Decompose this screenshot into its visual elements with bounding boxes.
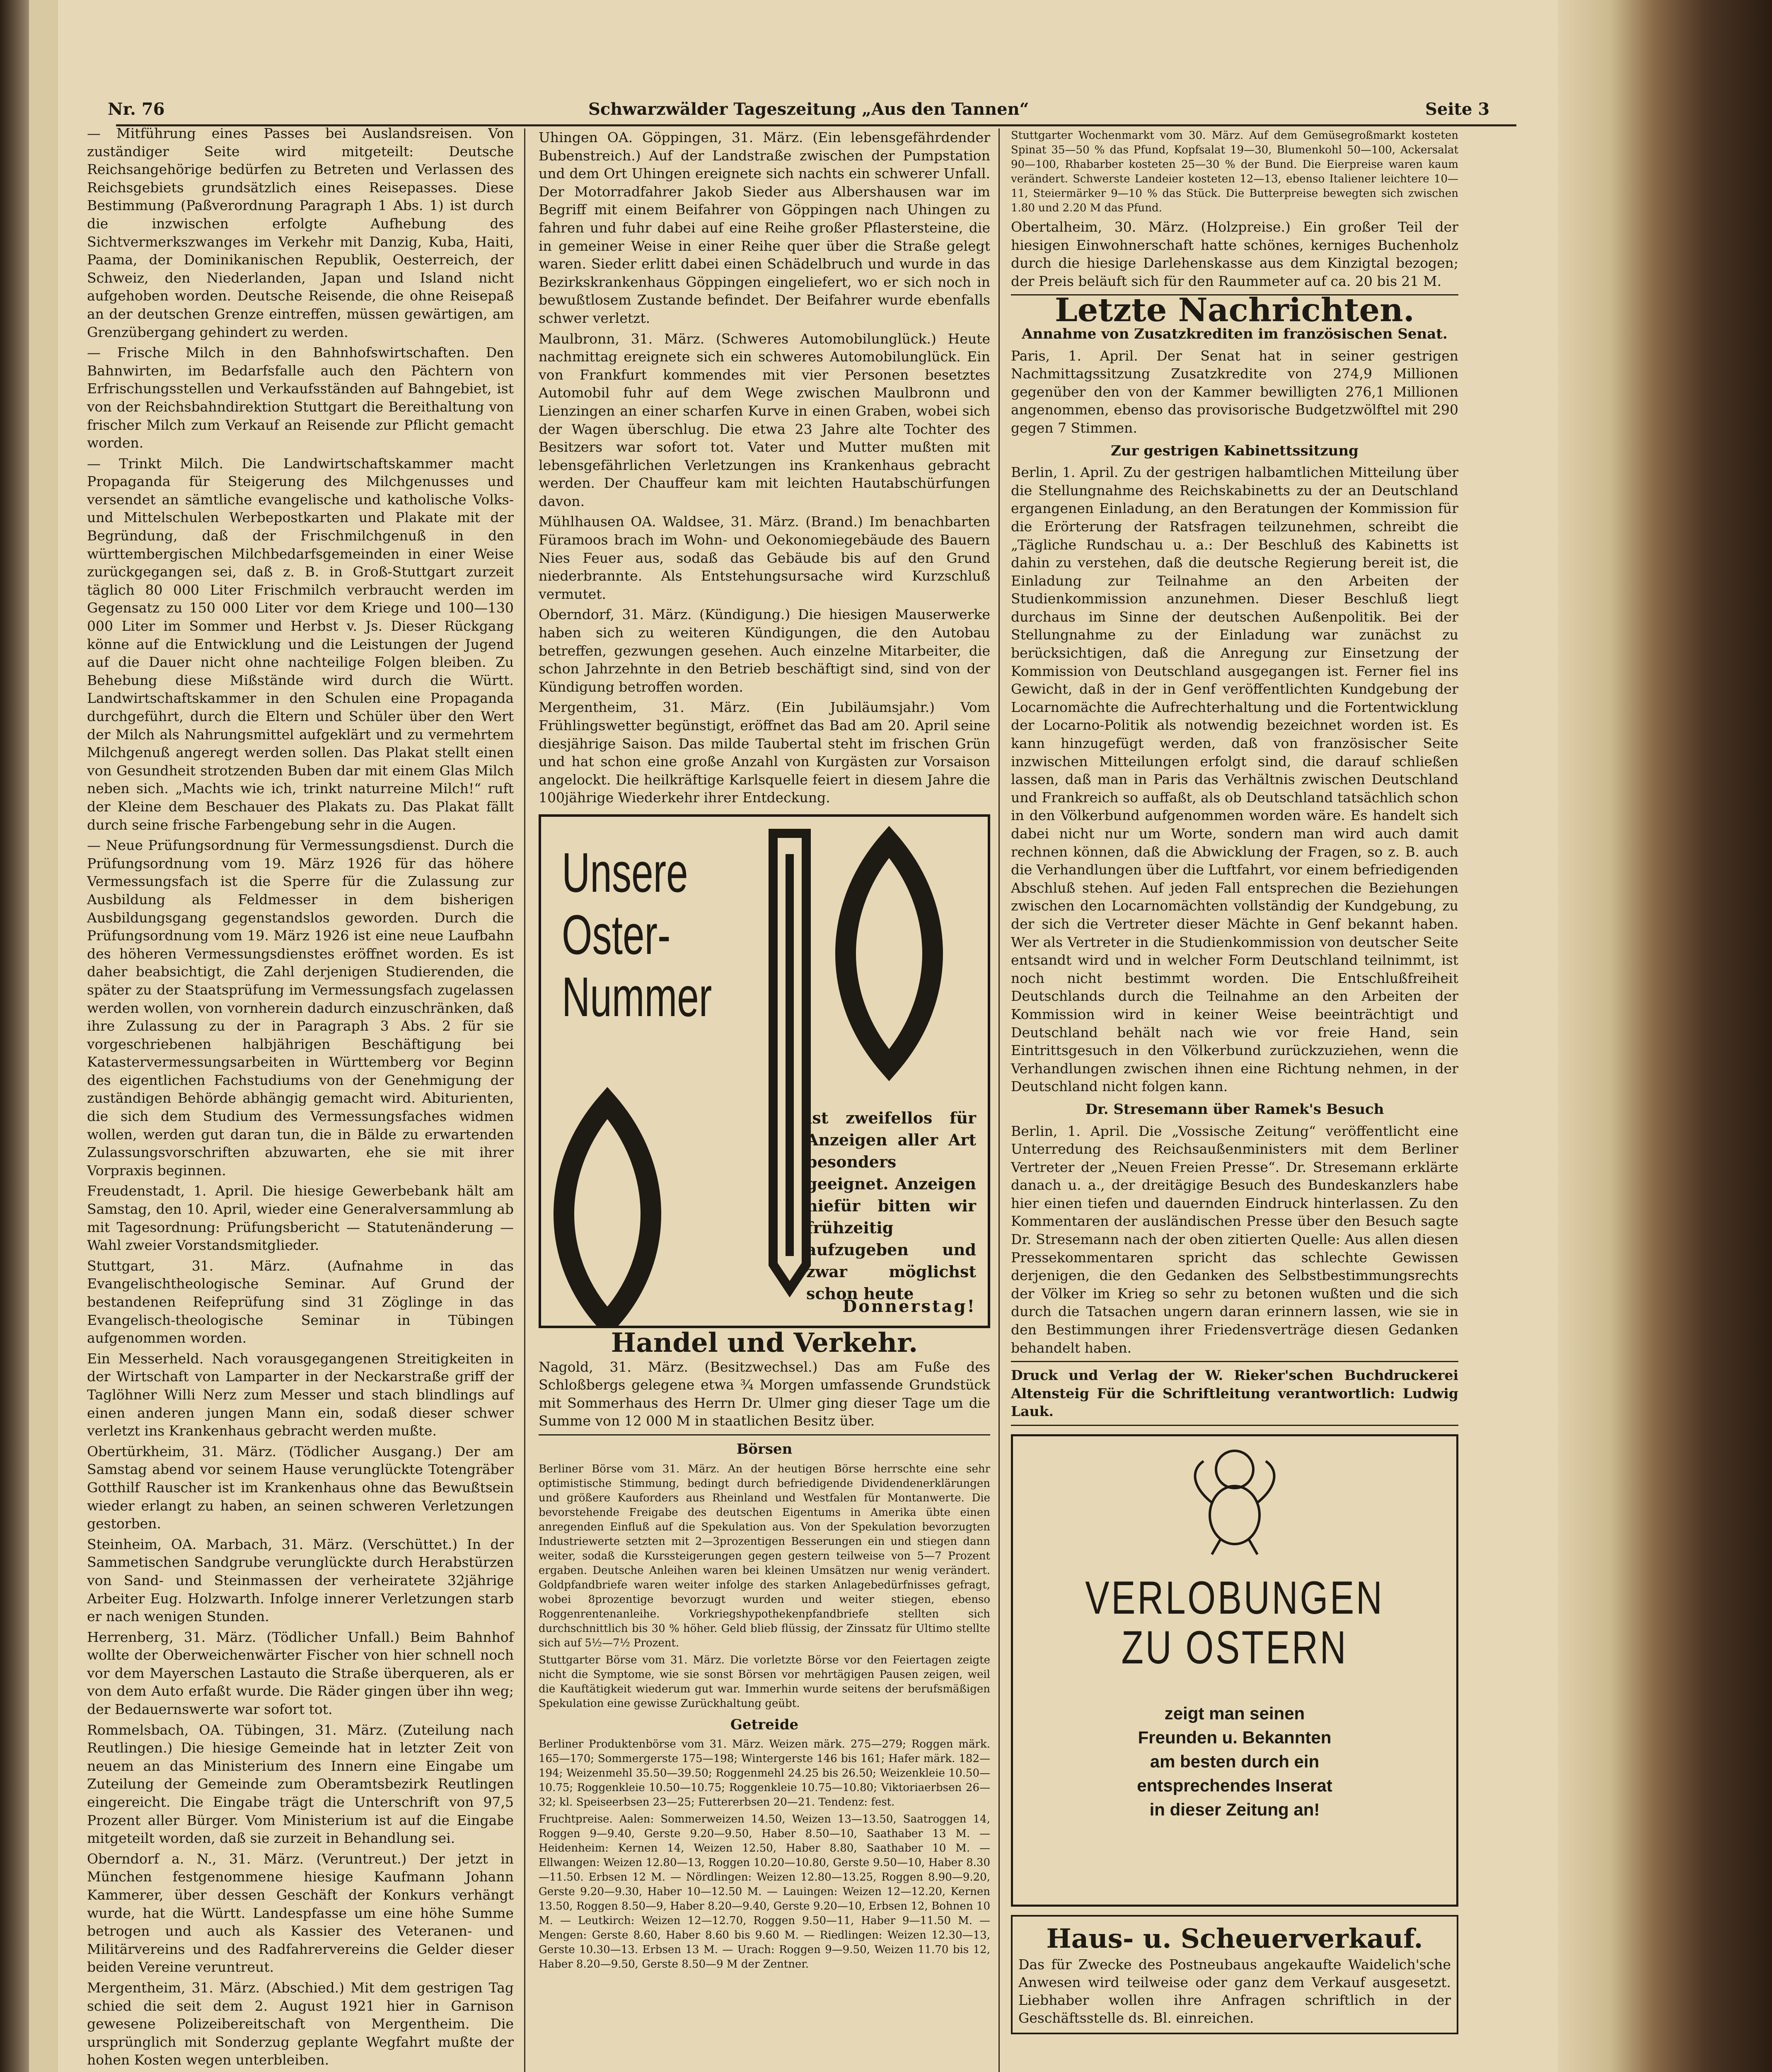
article: Stuttgarter Börse vom 31. März. Die vorletzte Börse vor den Feiertagen zeigte nicht die Symptome, wie sie sonst Börsen vor mehrtägigen Pausen zeigen, weil die Kauftätigkeit wiederum gut war. Immerhin wurde seitens der berufsmäßigen Spekulation eine gewisse Zurückhaltung geübt. [539,1653,990,1710]
page-label: Seite 3 [1425,99,1490,119]
article: — Frische Milch in den Bahnhofswirtschaften. Den Bahnwirten, im Bedarfsfalle auch den Pächtern von Erfrischungsstellen und Verkaufsständen auf Bahngebiet, ist von der Reichsbahndirektion Stuttgart die Bereithaltung von frischer Milch zum Verkauf an Reisende zur Pflicht gemacht worden. [87,344,514,451]
article: Mergentheim, 31. März. (Abschied.) Mit dem gestrigen Tag schied die seit dem 2. August 1921 hier in Garnison gewesene Polizeibereitschaft von Mergentheim. Die ursprünglich mit Sonderzug geplante Wegfahrt mußte der hohen Kosten wegen unterbleiben. [87,1979,514,2068]
ad-verlobungen [1011,1434,1458,1907]
subhead: Annahme von Zusatzkrediten im französischen Senat. [1022,325,1448,342]
article: — Neue Prüfungsordnung für Vermessungsdienst. Durch die Prüfungsordnung vom 19. März 1926 für das höhere Vermessungsfach ist die Sperre für die Zulassung zur Ausbildung als Feldmesser in dem bisherigen Ausbildungsgang gegenstandslos geworden. Durch die Prüfungsordnung vom 19. März 1926 ist eine neue Laufbahn des höheren Vermessungsdienstes eröffnet worden. Es ist daher beabsichtigt, die Zahl derjenigen Studierenden, die später zu der Staatsprüfung im Vermessungsfach zugelassen werden wollen, von vornherein dadurch einzuschränken, daß ihre Zulassung zu der in Paragraph 3 Abs. 2 für sie vorgeschriebenen halbjährigen Beschäftigung bei Katastervermessungsarbeiten in Württemberg vor Beginn des eigentlichen Fachstudiums von der Genehmigung der zuständigen Behörde abhängig gemacht wird. Abiturienten, die sich dem Studium des Vermessungsfaches widmen wollen, werden gut daran tun, die in Bälde zu erwartenden Zulassungsvorschriften abzuwarten, ehe sie mit ihrer Vorpraxis beginnen. [87,837,514,1179]
article: Paris, 1. April. Der Senat hat in seiner gestrigen Nachmittagssitzung Zusatzkredite von 274,9 Millionen gegenüber den von der Kammer bewilligten 276,1 Millionen angenommen, ebenso das provisorische Budgetzwölftel mit 290 gegen 7 Stimmen. [1011,347,1458,436]
cherub-illustration [1187,1445,1282,1556]
subhead-boersen: Börsen [736,1440,793,1457]
ad-oster-nummer [539,814,990,1328]
article: Maulbronn, 31. März. (Schweres Automobilunglück.) Heute nachmittag ereignete sich ein schweres Automobilunglück. Ein von Frankfurt kommendes mit vier Personen besetztes Automobil fuhr auf dem Wege zwischen Maulbronn und Lienzingen an einer scharfen Kurve in einen Graben, wobei sich der Wagen überschlug. Die etwa 23 Jahre alte Tochter des Besitzers war sofort tot. Vater und Mutter mußten mit lebensgefährlichen Verletzungen ins Krankenhaus gebracht werden. Der Chauffeur kam mit leichten Hautabschürfungen davon. [539,330,990,509]
subhead-getreide: Getreide [730,1716,799,1733]
ad-haus-scheuer [1011,1915,1458,2034]
imprint: Druck und Verlag der W. Rieker'schen Buchdruckerei Altensteig Für die Schriftleitung verantwortlich: Ludwig Lauk. [1011,1367,1458,1420]
article: Obertalheim, 30. März. (Holzpreise.) Ein großer Teil der hiesigen Einwohnerschaft hatte schönes, kerniges Buchenholz durch die hiesige Darlehenskasse aus dem Kinzigtal bezogen; der Preis beläuft sich für den Raummeter auf ca. 20 bis 21 M. [1011,219,1458,289]
ad-line: Unsere [562,841,688,904]
article: Berliner Produktenbörse vom 31. März. Weizen märk. 275—279; Roggen märk. 165—170; Sommergerste 175—198; Wintergerste 146 bis 161; Hafer märk. 182—194; Weizenmehl 35.50—39.50; Roggenmehl 24.25 bis 26.50; Weizenkleie 10.50—10.75; Roggenkleie 10.50—10.75; Roggenkleie 10.75—10.80; Viktoriaerbsen 26—32; kl. Speiseerbsen 23—25; Futtererbsen 20—21. Tendenz: fest. [539,1738,990,1809]
section-title-handel: Handel und Verkehr. [611,1327,918,1358]
column-divider [998,128,1000,2072]
previous-page-edge [29,0,58,2072]
article: Uhingen OA. Göppingen, 31. März. (Ein lebensgefährdender Bubenstreich.) Auf der Landstraße zwischen der Pumpstation und dem Ort Uhingen ereignete sich nachts ein schwerer Unfall. Der Motorradfahrer Jakob Sieder aus Albershausen war im Begriff mit einem Beifahrer von Göppingen nach Uhingen zu fahren und fuhr dabei auf eine Reihe großer Pflastersteine, die in gemeiner Weise in einer Reihe quer über die Straße gelegt waren. Sieder erlitt dabei einen Schädelbruch und wurde in das Bezirkskrankenhaus Göppingen eingeliefert, wo er sich noch in bewußtlosem Zustande befindet. Der Beifahrer wurde ebenfalls schwer verletzt. [539,129,990,326]
ad-verlobungen-body: zeigt man seinen Freunden u. Bekannten am besten durch ein entsprechendes Inserat in dieser Zeitung an! [1137,1704,1332,1819]
divider [1011,1361,1458,1362]
paper-title: Schwarzwälder Tageszeitung „Aus den Tannen“ [588,99,1029,119]
ad-oster-body: ist zweifellos für Anzeigen aller Art besonders geeignet. Anzeigen hiefür bitten wir frühzeitig aufzugeben und zwar möglichst schon heute [806,1108,976,1303]
column-2 [539,128,990,1974]
section-title-letzte: Letzte Nachrichten. [1054,291,1415,329]
article: Mergentheim, 31. März. (Ein Jubiläumsjahr.) Vom Frühlingswetter begünstigt, eröffnet das Bad am 20. April seine diesjährige Saison. Das milde Taubertal steht im frischen Grün und hat schon eine große Anzahl von Kurgästen zur Vorsaison angelockt. Die heilkräftige Karlsquelle feiert in diesem Jahre die 100jährige Wiederkehr ihrer Entdeckung. [539,699,990,806]
divider [1011,1425,1458,1426]
divider [539,1434,990,1435]
article: Oberndorf, 31. März. (Kündigung.) Die hiesigen Mauserwerke haben sich zu weiteren Kündigungen, die den Autobau betreffen, gezwungen gesehen. Auch einzelne Mitarbeiter, die schon Jahrzehnte in den Betrieb beschäftigt sind, sind von der Kündigung betroffen worden. [539,606,990,695]
article: Herrenberg, 31. März. (Tödlicher Unfall.) Beim Bahnhof wollte der Oberweichenwärter Fischer von hier schnell noch vor dem Mayerschen Lastauto die Straße überqueren, als er von dem Auto erfaßt wurde. Die Räder gingen über ihn weg; der Bedauernswerte war sofort tot. [87,1629,514,1718]
ad-verlobungen-title [1062,1573,1408,1673]
article: Berlin, 1. April. Zu der gestrigen halbamtlichen Mitteilung über die Stellungnahme des Reichskabinetts zu der an Deutschland ergangenen Einladung, an den Beratungen der Kommission für die Erörterung der Ratsfragen teilzunehmen, schreibt die „Tägliche Rundschau u. a.: Der Beschluß des Kabinetts ist dahin zu verstehen, daß die deutsche Regierung bereit ist, die Einladung zur Teilnahme an den Arbeiten der Studienkommission anzunehmen. Dieser Beschluß liegt durchaus im Sinne der deutschen Außenpolitik. Bei der Stellungnahme zu der Einladung war zunächst zu berücksichtigen, daß die Anregung zur Einsetzung der Kommission von Deutschland ausgegangen ist. Ferner fiel ins Gewicht, daß in der in Genf veröffentlichten Kundgebung der Locarnomächte die Aufrechterhaltung und die Fortentwicklung der Locarno-Politik als notwendig bezeichnet worden ist. Es kann hinzugefügt werden, daß von französischer Seite inzwischen Mitteilungen erfolgt sind, die darauf schließen lassen, daß man in Paris das Verhältnis zwischen Deutschland und Frankreich so auffaßt, als ob Deutschland tatsächlich schon in den Völkerbund aufgenommen worden wäre. Es handelt sich dabei nicht nur um Worte, sondern man wird auch damit rechnen können, daß die Abwicklung der Fragen, so z. B. auch die Verhandlungen über die Luftfahrt, vor einem befriedigenden Abschluß stehen. Auf jeden Fall entsprechen die Beziehungen zwischen den Locarnomächten vollständig der Kundgebung, zu der sich die Vertreter dieser Mächte in Genf bekannt haben. Wer als Vertreter in die Studienkommission von deutscher Seite entsandt wird und in welcher Form Deutschland teilnimmt, ist noch nicht bestimmt worden. Die Entschlußfreiheit Deutschlands durch die Teilnahme an den Arbeiten der Kommission wird in keiner Weise beeinträchtigt und Deutschland behält nach wie vor freie Hand, sein Eintrittsgesuch in den Völkerbund zurückzuziehen, wenn die Verhandlungen zwischen ihnen eine Richtung nehmen, in der Deutschland nicht folgen kann. [1011,464,1458,1095]
subhead: Dr. Stresemann über Ramek's Besuch [1085,1101,1384,1118]
ad-haus-body: Das für Zwecke des Postneubaus angekaufte Waidelich'sche Anwesen wird teilweise oder ganz dem Verkauf ausgesetzt. Liebhaber wollen ihre Anfragen schriftlich in der Geschäftsstelle ds. Bl. einreichen. [1018,1956,1451,2026]
article: Oberndorf a. N., 31. März. (Veruntreut.) Der jetzt in München festgenommene hiesige Kaufmann Johann Kammerer, über dessen Geschäft der Konkurs verhängt wurde, hat die Württ. Landespfasse um eine höhe Summe betrogen und auch als Kassier des Veteranen- und Militärvereins und des Radfahrervereins die Gelder dieser beiden Vereine veruntreut. [87,1850,514,1975]
article: Stuttgart, 31. März. (Aufnahme in das Evangelischtheologische Seminar. Auf Grund der bestandenen Reifeprüfung sind 31 Zöglinge in das Evangelisch-theologische Seminar in Tübingen aufgenommen worden. [87,1257,514,1346]
ad-line: Oster- [562,903,671,966]
book-binding [0,0,29,2072]
article: — Trinkt Milch. Die Landwirtschaftskammer macht Propaganda für Steigerung des Milchgenusses und versendet an sämtliche evangelische und katholische Volks- und Mittelschulen Werbepostkarten und Plakate mit der Begründung, daß der Frischmilchgenuß in den württembergischen Milchbedarfsgemeinden in einer Weise zurückgegangen sei, daß z. B. in Groß-Stuttgart zurzeit täglich 80 000 Liter Frischmilch verbraucht werden im Gegensatz zu 150 000 Liter vor dem Kriege und 100—130 000 Liter im Sommer und Herbst v. Js. Dieser Rückgang könne auf die Entwicklung und die Leistungen der Jugend auf die Dauer nicht ohne nachteilige Folgen bleiben. Zu Behebung diese Mißstände wird durch die Württ. Landwirtschaftskammer in den Schulen eine Propaganda durchgeführt, durch die Eltern und Schüler über den Wert der Milch als Nahrungsmittel aufgeklärt und zu vermehrtem Milchgenuß angeregt werden sollen. Das Plakat stellt einen von Gesundheit strotzenden Buben dar mit einem Glas Milch neben sich. „Machts wie ich, trinkt naturreine Milch!“ ruft der Kleine dem Beschauer des Plakats zu. Das Plakat fällt durch seine frische Farbengebung sehr in die Augen. [87,455,514,833]
article: Stuttgarter Wochenmarkt vom 30. März. Auf dem Gemüsegroßmarkt kosteten Spinat 35—50 % das Pfund, Kopfsalat 19—30, Blumenkohl 50—100, Ackersalat 90—100, Rhabarber kosteten 25—30 % der Bund. Die Eierpreise waren kaum verändert. Schwerste Landeier kosteten 12—13, ebenso Italiener leichtere 10—11, Steiermärker 9—10 % das Stück. Die Butterpreise bewegten sich zwischen 1.80 und 2.20 M das Pfund. [1011,129,1458,214]
article: Fruchtpreise. Aalen: Sommerweizen 14.50, Weizen 13—13.50, Saatroggen 14, Roggen 9—9.40, Gerste 9.20—9.50, Haber 8.50—10, Saathaber 13 M. — Heidenheim: Kernen 14, Weizen 12.50, Haber 8.80, Saathaber 10 M. — Ellwangen: Weizen 12.80—13, Roggen 10.20—10.80, Gerste 9.50—10, Haber 8.30—11.50. Erbsen 12 M. — Nördlingen: Weizen 12.80—13.25, Roggen 8.90—9.20, Gerste 9.20—9.30, Haber 10—12.50 M. — Lauingen: Weizen 12—12.20, Kernen 13.50, Roggen 8.50—9, Haber 8.20—9.40, Gerste 9.20—10, Erbsen 12, Bohnen 10 M. — Leutkirch: Weizen 12—12.70, Roggen 9.50—11, Haber 9—11.50 M. — Mengen: Gerste 8.60, Haber 8.60 bis 9.60 M. — Riedlingen: Weizen 12.30—13, Gerste 10.30—13. Erbsen 13 M. — Urach: Roggen 9—9.50, Weizen 11.70 bis 12, Haber 8.20—9.50, Gerste 8.50—9 M der Zentner. [539,1813,990,1971]
article: — Mitführung eines Passes bei Auslandsreisen. Von zuständiger Seite wird mitgeteilt: Deutsche Reichsangehörige bedürfen zu Betreten und Verlassen des Reichsgebiets grundsätzlich eines Reisepasses. Diese Bestimmung (Paßverordnung Paragraph 1 Abs. 1) ist durch die inzwischen erfolgte Aufhebung des Sichtvermerkszwanges im Verkehr mit Danzig, Kuba, Haiti, Paama, der Dominikanischen Republik, Oesterreich, der Schweiz, den Niederlanden, Japan und Island nicht aufgehoben worden. Deutsche Reisende, die ohne Reisepaß an der deutschen Grenze eintreffen, müssen gewärtigen, am Grenzübergang gehindert zu werden. [87,125,514,340]
article: Berliner Börse vom 31. März. An der heutigen Börse herrschte eine sehr optimistische Stimmung, bedingt durch befriedigende Dividendenerklärungen und größere Kauforders aus Rheinland und Westfalen für Montanwerte. Die bevorstehende Freigabe des deutschen Eigentums in Amerika übte einen anregenden Einfluß auf die Spekulation aus. Von der Spekulation bevorzugten Industriewerte setzten mit 2—3prozentigen Besserungen ein und stiegen dann weiter, sodaß die Kurssteigerungen gegen gestern teilweise von 5—7 Prozent ergaben. Deutsche Anleihen waren bei kleinen Umsätzen nur wenig verändert. Goldpfandbriefe waren weiter infolge des starken Anlagebedürfnisses gefragt, wobei 8prozentige bevorzugt wurden und weiter stiegen, ebenso Roggenrentenanleihe. Vorkriegshypothekenpfandbriefe stellten sich durchschnittlich bis 30 % höher. Geld blieb flüssig, der Zinssatz für Ultimo stellte sich auf 5½—7½ Prozent. [539,1462,990,1649]
column-3 [1011,128,1458,2034]
ad-line: VERLOBUNGEN [1085,1572,1384,1624]
article: Mühlhausen OA. Waldsee, 31. März. (Brand.) Im benachbarten Füramoos brach im Wohn- und Oekonomiegebäude des Bauern Nies Feuer aus, sodaß das Gebäude bis auf den Grund niederbrannte. Als Entstehungsursache wird Kurzschluß vermutet. [539,513,990,602]
article: Ein Messerheld. Nach vorausgegangenen Streitigkeiten in der Wirtschaft von Lamparter in der Neckarstraße griff der Taglöhner Willi Nerz zum Messer und stach blindlings auf einen anderen jungen Mann ein, sodaß dieser schwer verletzt ins Krankenhaus gebracht werden mußte. [87,1350,514,1439]
page-number: Nr. 76 [108,99,165,119]
subhead: Zur gestrigen Kabinettssitzung [1111,442,1359,459]
column-divider [524,128,525,2072]
article: Nagold, 31. März. (Besitzwechsel.) Das am Fuße des Schloßbergs gelegene etwa ¾ Morgen umfassende Grundstück mit Sommerhaus des Herrn Dr. Ulmer ging dieser Tage um die Summe von 12 000 M in staatlichen Besitz über. [539,1358,990,1429]
ad-oster-day: Donnerstag! [842,1296,976,1316]
article: Steinheim, OA. Marbach, 31. März. (Verschüttet.) In der Sammetischen Sandgrube verunglückte durch Herabstürzen von Sand- und Steinmassen der verheiratete 32jährige Arbeiter Eug. Holzwarth. Infolge innerer Verletzungen starb er nach wenigen Stunden. [87,1536,514,1625]
ad-line: Nummer [562,965,712,1028]
article: Freudenstadt, 1. April. Die hiesige Gewerbebank hält am Samstag, den 10. April, wieder eine Generalversammlung ab mit Tagesordnung: Prüfungsbericht — Statutenänderung — Wahl zweier Vorstandsmitglieder. [87,1183,514,1254]
article: Obertürkheim, 31. März. (Tödlicher Ausgang.) Der am Samstag abend vor seinem Hause verunglückte Totengräber Gotthilf Rauscher ist im Krankenhaus ohne das Bewußtsein wieder erlangt zu haben, an seinen schweren Verletzungen gestorben. [87,1443,514,1532]
column-1 [87,124,514,2072]
page-stack-edge [1557,0,1772,2072]
ad-haus-title: Haus- u. Scheuerverkauf. [1046,1923,1423,1954]
ad-line: ZU OSTERN [1121,1622,1348,1673]
article: Berlin, 1. April. Die „Vossische Zeitung“ veröffentlicht eine Unterredung des Reichsaußenministers mit dem Berliner Vertreter der „Neuen Freien Presse“. Dr. Stresemann erklärte danach u. a., der dreitägige Besuch des Bundeskanzlers habe hier einen tiefen und dauernden Eindruck hinterlassen. Zu den Kommentaren der ausländischen Presse über den Besuch sagte Dr. Stresemann nach der oben zitierten Quelle: Aus allen diesen Pressekommentaren spricht das schlechte Gewissen derjenigen, die den Gedanken des Selbstbestimmungsrechts der Völker im Krieg so sehr zu betonen wußten und die sich durch die Tatsachen ungern daran erinnern lassen, wie sie in den Bestimmungen ihrer Friedensverträge diesen Gedanken behandelt haben. [1011,1123,1458,1356]
article: Rommelsbach, OA. Tübingen, 31. März. (Zuteilung nach Reutlingen.) Die hiesige Gemeinde hat in letzter Zeit von neuem an das Ministerium des Innern eine Eingabe um Zuteilung der Gemeinde zum Oberamtsbezirk Reutlingen eingereicht. Die Eingabe trägt die Unterschrift von 97,5 Prozent aller Bürger. Vom Ministerium ist auf die Eingabe mitgeteilt worden, daß sie zurzeit in Behandlung sei. [87,1721,514,1847]
